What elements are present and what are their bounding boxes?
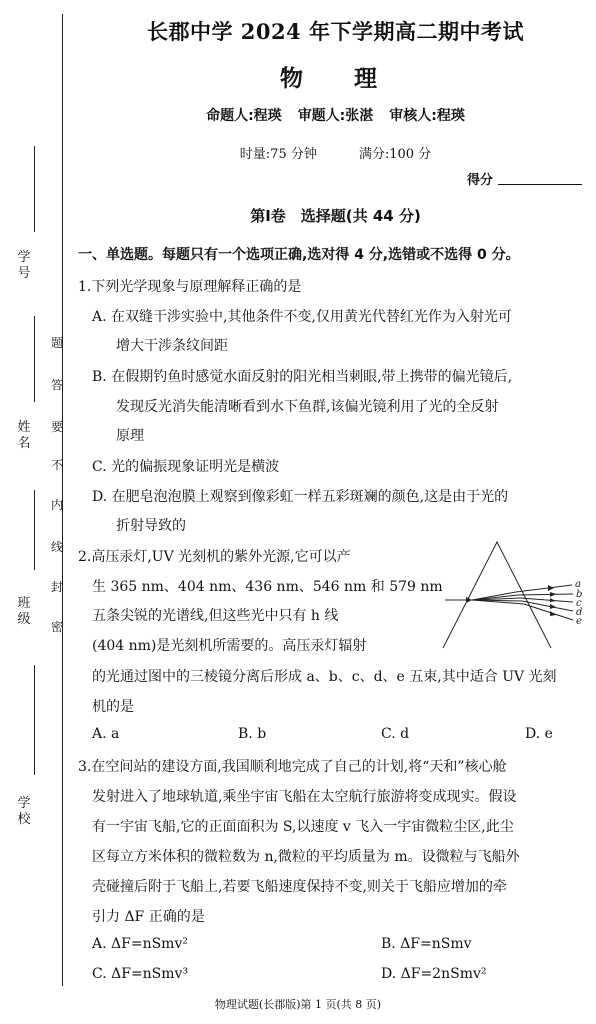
subject-title: 物 理 xyxy=(280,65,391,92)
reviewer: 审题人:张湛 xyxy=(297,108,374,124)
beam-label-e: e xyxy=(576,616,582,627)
score-blank xyxy=(498,184,582,185)
exam-title: 长郡中学 2024 年下学期高二期中考试 xyxy=(146,19,525,44)
beam-label-a: a xyxy=(575,579,581,590)
arrow-icon xyxy=(550,611,556,616)
beam-c xyxy=(520,598,573,602)
seal-char: 密 xyxy=(50,620,63,634)
q1-option-d-cont: 折射导致的 xyxy=(116,518,186,534)
section-title: 第Ⅰ卷 选择题(共 44 分) xyxy=(250,207,421,225)
q2-line: 2.高压汞灯,UV 光刻机的紫外光源,它可以产 xyxy=(78,549,351,565)
q2-option-a: A. a xyxy=(92,726,120,742)
seal-char: 封 xyxy=(50,580,63,594)
q2-line: (404 nm)是光刻机所需要的。高压汞灯辐射 xyxy=(92,638,367,654)
q1-option-b: B. 在假期钓鱼时感觉水面反射的阳光相当刺眼,带上携带的偏光镜后, xyxy=(92,369,513,385)
part-title: 一、单选题。每题只有一个选项正确,选对得 4 分,选错或不选得 0 分。 xyxy=(78,247,520,263)
q1-option-a-cont: 增大干涉条纹间距 xyxy=(116,338,228,354)
q3-line: 发射进入了地球轨道,乘坐宇宙飞船在太空航行旅游将变成现实。假设 xyxy=(92,789,517,805)
setter: 命题人:程瑛 xyxy=(206,108,282,124)
q1-option-d: D. 在肥皂泡泡膜上观察到像彩虹一样五彩斑斓的颜色,这是由于光的 xyxy=(92,489,509,505)
q1-option-b-cont: 原理 xyxy=(116,428,144,444)
q1-stem: 1.下列光学现象与原理解释正确的是 xyxy=(78,279,302,295)
seal-char: 不 xyxy=(50,458,63,472)
q1-option-b-cont: 发现反光消失能清晰看到水下鱼群,该偏光镜利用了光的全反射 xyxy=(116,399,499,415)
score-label: 得分 xyxy=(467,173,494,188)
school-blank xyxy=(34,665,35,775)
arrow-icon xyxy=(550,604,556,609)
student-id-blank xyxy=(34,146,35,232)
arrow-icon xyxy=(548,585,554,591)
seal-char: 内 xyxy=(50,498,63,512)
q3-line: 有一宇宙飞船,它的正面面积为 S,以速度 v 飞入一宇宙微粒尘区,此尘 xyxy=(92,819,514,835)
page-footer: 物理试题(长郡版)第 1 页(共 8 页) xyxy=(214,998,382,1011)
q2-line: 机的是 xyxy=(92,699,134,715)
q3-option-c: C. ΔF=nSmv³ xyxy=(92,966,189,982)
seal-char: 答 xyxy=(50,378,63,392)
beam-label-d: d xyxy=(576,607,583,618)
q3-line: 3.在空间站的建设方面,我国顺利地完成了自己的计划,将“天和”核心舱 xyxy=(78,759,507,775)
exam-staff xyxy=(75,105,596,125)
q2-option-c: C. d xyxy=(381,726,410,742)
q3-option-d: D. ΔF=2nSmv² xyxy=(381,966,487,982)
arrow-icon xyxy=(550,598,556,602)
duration: 时量:75 分钟 xyxy=(239,147,317,162)
beam-label-b: b xyxy=(576,589,583,600)
q2-line: 的光通过图中的三棱镜分离后形成 a、b、c、d、e 五束,其中适合 UV 光刻 xyxy=(92,669,557,685)
q2-line: 五条尖锐的光谱线,但这些光中只有 h 线 xyxy=(92,608,339,624)
beam-b xyxy=(518,594,573,595)
seal-char: 题 xyxy=(50,336,63,350)
seal-char: 要 xyxy=(50,420,63,434)
class-blank xyxy=(34,490,35,570)
full-score: 满分:100 分 xyxy=(358,147,432,162)
q1-option-c: C. 光的偏振现象证明光是横波 xyxy=(92,459,280,475)
name-label: 姓名 xyxy=(17,420,31,451)
name-blank xyxy=(34,316,35,402)
q3-line: 壳碰撞后附于飞船上,若要飞船速度保持不变,则关于飞船应增加的牵 xyxy=(92,879,507,895)
school-label: 学校 xyxy=(17,796,31,827)
student-id-label: 学号 xyxy=(17,250,31,281)
q3-line: 区每立方米体积的微粒数为 n,微粒的平均质量为 m。设微粒与飞船外 xyxy=(92,849,520,865)
prism-diagram xyxy=(426,540,590,654)
exam-info xyxy=(75,143,596,162)
q3-option-b: B. ΔF=nSmv xyxy=(381,936,472,952)
checker: 审核人:程瑛 xyxy=(389,108,465,124)
q2-option-d: D. e xyxy=(525,726,553,742)
q2-option-b: B. b xyxy=(238,726,267,742)
q2-line: 生 365 nm、404 nm、436 nm、546 nm 和 579 nm xyxy=(92,579,443,595)
q1-option-a: A. 在双缝干涉实验中,其他条件不变,仅用黄光代替红光作为入射光可 xyxy=(92,309,512,325)
class-label: 班级 xyxy=(17,596,31,627)
q3-line: 引力 ΔF 正确的是 xyxy=(92,909,205,925)
beam-a xyxy=(516,585,572,592)
q3-option-a: A. ΔF=nSmv² xyxy=(92,936,188,952)
seal-char: 线 xyxy=(50,540,63,554)
beam-label-c: c xyxy=(576,598,582,609)
